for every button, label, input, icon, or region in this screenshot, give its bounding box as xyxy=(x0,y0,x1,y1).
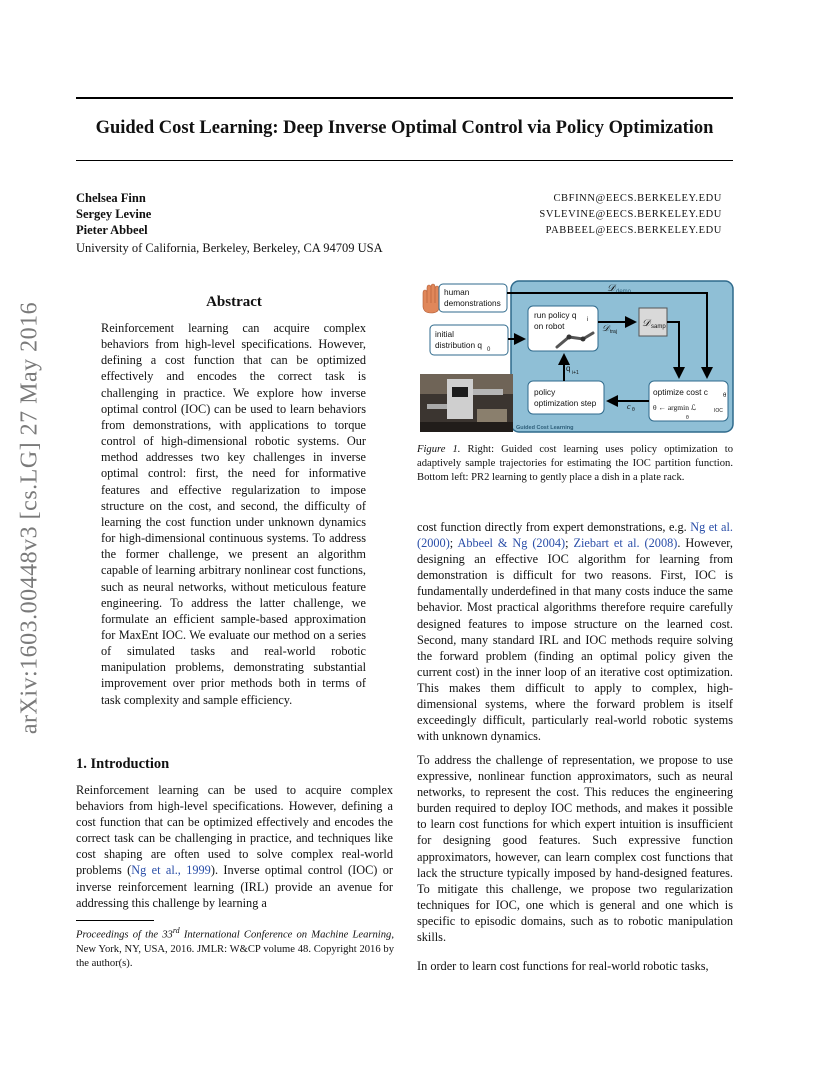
argmin-sub: IOC xyxy=(714,408,723,414)
run-policy-sub: i xyxy=(587,317,589,323)
body-paragraph xyxy=(417,519,733,744)
figure-caption xyxy=(417,443,733,485)
body-paragraph: To address the challenge of representation, we propose to use expressive, nonlinear function approximators, such as neural networks, to represent the cost. This reduces the engineering burden required to deploy IOC methods, and makes it possible to learn cost functions for which expert intuition is insufficient for designing good features. Such expressive function approximators, however, can learn complex cost functions that lack the structure typically imposed by hand-designed features. To mitigate this challenge, we propose two regularization techniques for IOC, one which is general and one which is specific to episodic domains, such as to robotic manipulation skills. xyxy=(417,753,733,945)
author-email[interactable]: CBFINN@EECS.BERKELEY.EDU xyxy=(553,193,722,204)
robot-photo xyxy=(420,374,513,432)
abstract-text: Reinforcement learning can acquire complex behaviors from high-level specifications. However, defining a cost function that can be optimized effectively and encodes the correct task is challenging in practice. We explore how inverse optimal control (IOC) can be used to learn behaviors from demonstrations, with applications to torque control of high-dimensional robotic systems. Our method addresses two key challenges in inverse optimal control: first, the need for informative features and effective regularization to impose structure on the cost, and second, the difficulty of learning the cost function under unknown dynamics for high-dimensional continuous systems. To address the former challenge, we present an algorithm capable of learning arbitrary nonlinear cost functions, such as neural networks, without meticulous feature engineering. To address the latter challenge, we formulate an efficient sample-based approximation for MaxEnt IOC. We evaluate our method on a series of simulated tasks and real-world robotic manipulation problems, demonstrating substantial improvement over prior methods both in terms of task complexity and sample efficiency. xyxy=(101,321,366,707)
policy-opt-line2: optimization step xyxy=(534,398,597,408)
author-email[interactable]: SVLEVINE@EECS.BERKELEY.EDU xyxy=(539,209,722,220)
rt1-text-b: . However, designing an effective IOC algorithm for learning from demonstration is difficult for two reasons. First, IOC is fundamentally underdefined in that many costs induce the same behavior. Most practical algorithms therefore require carefully designed features to impose structure on the learned cost. Second, many standard IRL and IOC methods require solving the forward problem (finding an optimal policy given the current cost) in the inner loop of an iterative cost optimization. This makes them difficult to apply to complex, high-dimensional systems, where the forward problem is itself exceedingly difficult, particularly real-world robotic systems with unknown dynamics. xyxy=(417,536,733,744)
author-name: Pieter Abbeel xyxy=(76,223,148,237)
footnote-rule xyxy=(76,920,154,921)
d-traj-sub: traj xyxy=(610,329,617,335)
initial-dist-sub: 0 xyxy=(487,347,491,353)
argmin-below: θ xyxy=(686,415,689,421)
footnote xyxy=(76,924,394,971)
q-next-sub: i+1 xyxy=(572,370,579,376)
footnote-c: , New York, NY, USA, 2016. JMLR: W&CP volume 48. Copyright 2016 by the author(s). xyxy=(76,929,394,969)
paper-title: Guided Cost Learning: Deep Inverse Optimal Control via Policy Optimization xyxy=(95,118,714,138)
arxiv-stamp-text: arXiv:1603.00448v3 [cs.LG] 27 May 2016 xyxy=(16,301,43,734)
caption-label: Figure 1. xyxy=(417,444,461,455)
section-heading: 1. Introduction xyxy=(76,756,170,772)
initial-dist-line2: distribution q xyxy=(435,340,483,350)
human-demo-line1: human xyxy=(444,287,470,297)
title-bottom-rule xyxy=(76,160,733,161)
figure-diagram xyxy=(417,279,734,434)
on-robot-label: on robot xyxy=(534,321,565,331)
author-name: Sergey Levine xyxy=(76,207,152,221)
intro-text-a: Reinforcement learning can be used to acquire complex behaviors from high-level specifications. However, defining a cost function that can be optimized effectively and encodes the correct task can be challenging in practice, and techniques like cost shaping are often used to solve complex real-world problems ( xyxy=(76,783,393,878)
human-demo-line2: demonstrations xyxy=(444,298,501,308)
citation-link[interactable]: Abbeel & Ng (2004) xyxy=(457,536,566,551)
c-theta-label: c xyxy=(627,402,631,411)
d-demo-label: 𝒟 xyxy=(607,283,615,294)
rt1-text-a: cost function directly from expert demonstrations, e.g. xyxy=(417,520,691,534)
footnote-b: International Conference on Machine Learning xyxy=(179,929,392,941)
affiliation: University of California, Berkeley, Berkeley, CA 94709 USA xyxy=(76,241,383,255)
run-policy-label: run policy q xyxy=(534,310,577,320)
d-traj-label: 𝒟 xyxy=(602,323,610,333)
intro-text-b: ). Inverse optimal control (IOC) or inverse reinforcement learning (IRL) provide an avenue for addressing this challenge by learning a xyxy=(76,863,394,910)
citation-link[interactable]: Ng et al., 1999 xyxy=(131,863,211,878)
rt1-sep1: ; xyxy=(449,536,458,551)
author-email[interactable]: PABBEEL@EECS.BERKELEY.EDU xyxy=(545,225,722,236)
hand-icon xyxy=(423,284,439,313)
intro-paragraph xyxy=(76,782,393,911)
policy-opt-line1: policy xyxy=(534,387,556,397)
footnote-ordinal-sup: rd xyxy=(172,926,180,935)
caption-text: Right: Guided cost learning uses policy optimization to adaptively sample trajectories for estimating the IOC partition function. Bottom left: PR2 learning to gently place a dish in a plate rack. xyxy=(417,444,733,483)
argmin-label: θ ← argmin ℒ xyxy=(653,403,697,412)
body-paragraph: In order to learn cost functions for real-world robotic tasks, xyxy=(417,959,709,973)
optimize-cost-label: optimize cost c xyxy=(653,387,708,397)
q-next-label: q xyxy=(566,364,571,373)
title-top-rule xyxy=(76,97,733,99)
optimize-cost-sub: θ xyxy=(723,393,727,399)
d-demo-sub: demo xyxy=(616,289,632,295)
citation-link[interactable]: Ng et al. (2000) xyxy=(417,520,733,551)
initial-dist-line1: initial xyxy=(435,329,454,339)
guided-cost-learning-label: Guided Cost Learning xyxy=(516,425,574,431)
d-samp-sub: samp xyxy=(651,324,666,330)
rt1-sep2: ; xyxy=(565,536,574,551)
d-samp-label: 𝒟 xyxy=(642,318,650,329)
c-theta-sub: θ xyxy=(632,407,635,413)
abstract-heading: Abstract xyxy=(206,294,262,310)
footnote-a: Proceedings of the xyxy=(76,929,163,941)
author-name: Chelsea Finn xyxy=(76,191,146,205)
arxiv-stamp[interactable] xyxy=(12,275,48,760)
citation-link[interactable]: Ziebart et al. (2008) xyxy=(573,536,678,551)
footnote-ordinal: 33 xyxy=(162,929,173,941)
